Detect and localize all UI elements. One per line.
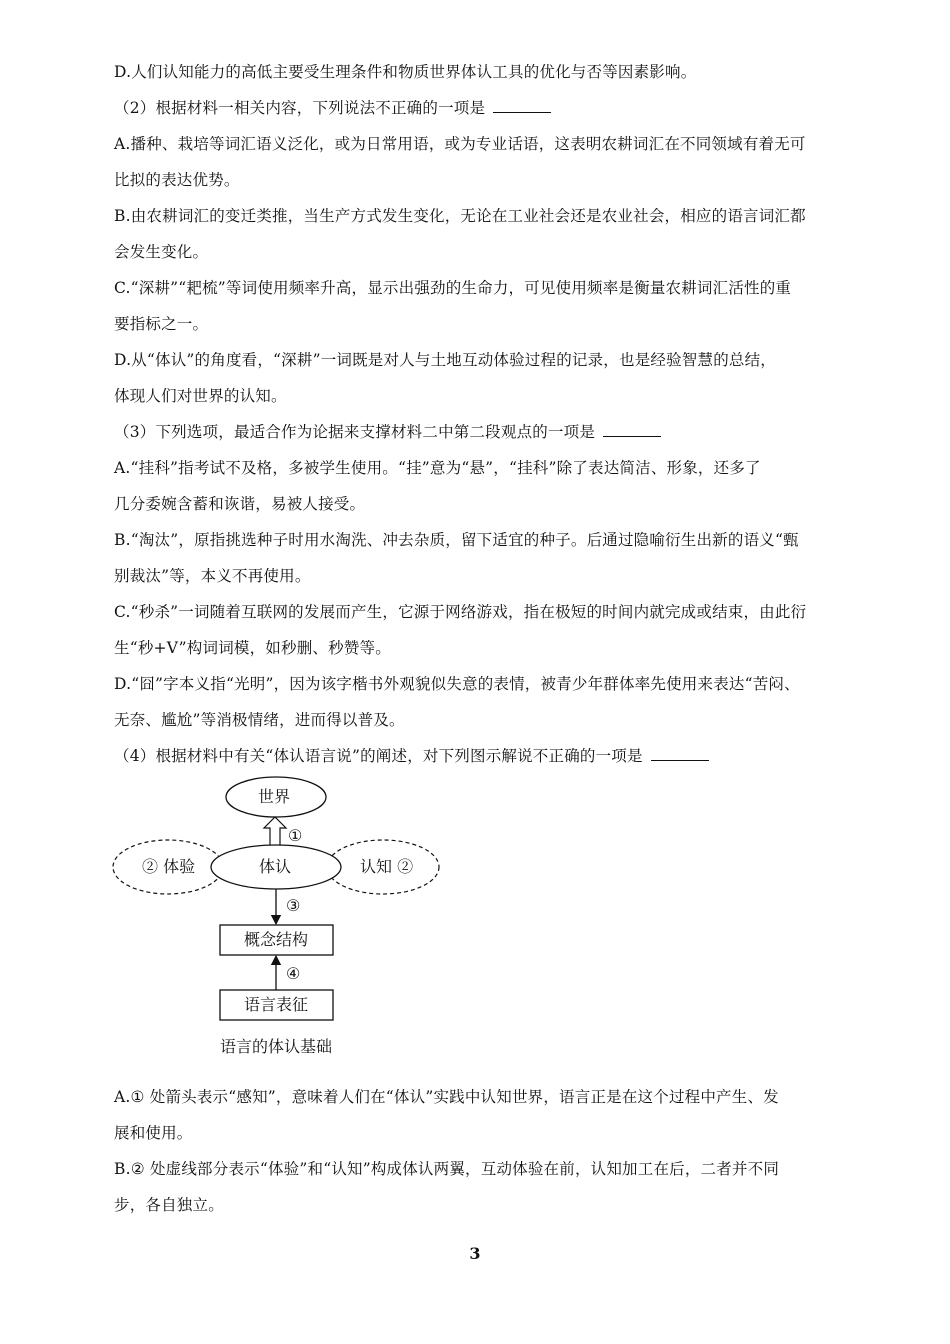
world-label: 世界 — [258, 787, 291, 806]
option-a-line: 比拟的表达优势。 — [114, 171, 240, 189]
option-b-line: B.由农耕词汇的变迁类推，当生产方式发生变化，无论在工业社会还是农业社会，相应的语言词汇都 — [114, 207, 806, 225]
option-d-line: 无奈、尴尬”等消极情绪，进而得以普及。 — [114, 711, 405, 729]
embodied-cognition-diagram — [110, 770, 450, 1070]
option-a-line: A.“挂科”指考试不及格，多被学生使用。“挂”意为“悬”，“挂科”除了表达简洁、形象，还多了 — [114, 459, 761, 477]
question-text: （3）下列选项，最适合作为论据来支撑材料二中第二段观点的一项是 — [114, 423, 596, 441]
question-2-stem — [114, 98, 551, 118]
cognition-label: 认知 ② — [360, 857, 414, 876]
answer-blank — [651, 746, 709, 761]
option-a-line: A.播种、栽培等词汇语义泛化，或为日常用语，或为专业话语，这表明农耕词汇在不同领域有着无可 — [114, 135, 806, 153]
option-c-line: C.“秒杀”一词随着互联网的发展而产生，它源于网络游戏，指在极短的时间内就完成或结束，由此衍 — [114, 603, 807, 621]
option-b-line: 别裁汰”等，本义不再使用。 — [114, 567, 311, 585]
tiren-label: 体认 — [259, 857, 292, 876]
diagram-caption: 语言的体认基础 — [220, 1037, 333, 1056]
answer-blank — [493, 98, 551, 113]
answer-blank — [603, 422, 661, 437]
text-line: D.人们认知能力的高低主要受生理条件和物质世界体认工具的优化与否等因素影响。 — [114, 63, 697, 81]
marker-3: ③ — [286, 896, 301, 915]
concept-label: 概念结构 — [244, 930, 309, 949]
option-c-line: 生“秒+V”构词词模，如秒删、秒赞等。 — [114, 639, 391, 657]
question-text: （4）根据材料中有关“体认语言说”的阐述，对下列图示解说不正确的一项是 — [114, 747, 643, 765]
question-3-stem — [114, 422, 661, 442]
question-text: （2）根据材料一相关内容，下列说法不正确的一项是 — [114, 99, 486, 117]
marker-1: ① — [288, 826, 303, 845]
option-b-line: 会发生变化。 — [114, 243, 209, 261]
option-d-line: D.从“体认”的角度看，“深耕”一词既是对人与土地互动体验过程的记录，也是经验智慧的总结， — [114, 351, 777, 369]
marker-4: ④ — [286, 964, 301, 983]
option-b-line: 步，各自独立。 — [114, 1196, 224, 1214]
question-4-stem — [114, 746, 709, 766]
option-b-line: B.② 处虚线部分表示“体验”和“认知”构成体认两翼，互动体验在前，认知加工在后，二者并不同 — [114, 1160, 780, 1178]
diagram-graphics — [110, 770, 450, 1030]
option-a-line: 展和使用。 — [114, 1124, 193, 1142]
option-b-line: B.“淘汰”，原指挑选种子时用水淘洗、冲去杂质，留下适宜的种子。后通过隐喻衍生出新的语义“甄 — [114, 531, 799, 549]
expression-label: 语言表征 — [244, 995, 309, 1014]
experience-label: ② 体验 — [142, 857, 196, 876]
hollow-arrow-up — [264, 817, 286, 846]
option-d-line: D.“囧”字本义指“光明”，因为该字楷书外观貌似失意的表情，被青少年群体率先使用来表达“苦闷、 — [114, 675, 800, 693]
option-a-line: 几分委婉含蓄和诙谐，易被人接受。 — [114, 495, 366, 513]
option-c-line: 要指标之一。 — [114, 315, 209, 333]
page-number: 3 — [469, 1244, 481, 1263]
option-d-line: 体现人们对世界的认知。 — [114, 387, 287, 405]
option-a-line: A.① 处箭头表示“感知”，意味着人们在“体认”实践中认知世界，语言正是在这个过程中产生、发 — [114, 1088, 779, 1106]
option-c-line: C.“深耕”“耙梳”等词使用频率升高，显示出强劲的生命力，可见使用频率是衡量农耕词汇活性的重 — [114, 279, 792, 297]
